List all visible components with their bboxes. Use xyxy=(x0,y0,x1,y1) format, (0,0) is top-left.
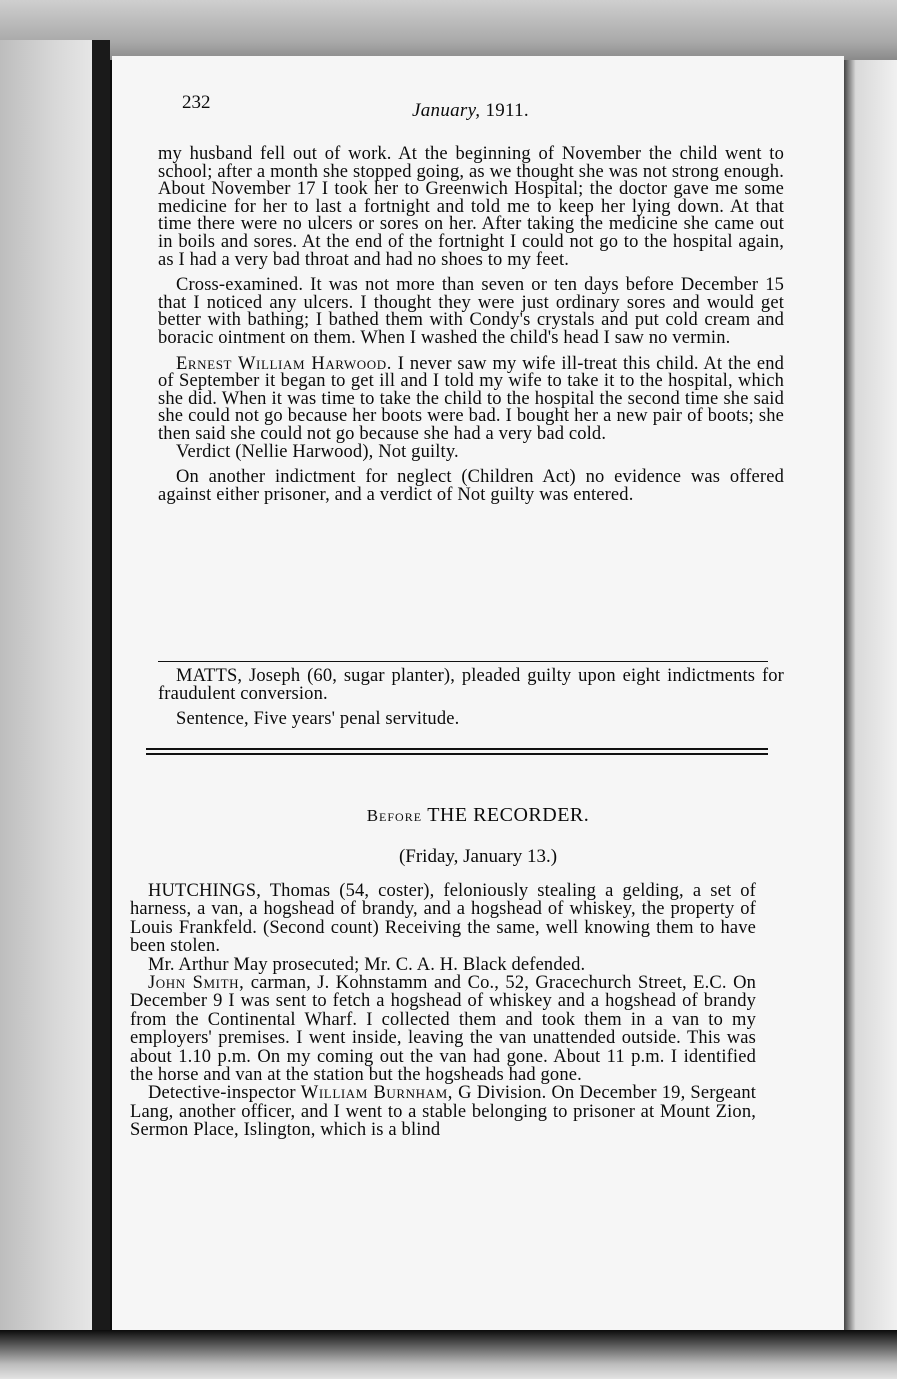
section-title: THE RECORDER. xyxy=(427,804,590,826)
verdict: Verdict (Nellie Harwood), Not guilty. xyxy=(176,441,459,462)
scan-top-border xyxy=(0,0,897,60)
scan-bottom-border xyxy=(0,1330,897,1379)
paragraph: my husband fell out of work. At the beginning of November the child went to school; after a month she stopped going, as we thought she was not strong enough. About November 17 I took her to Greenwich Hospital; the doctor gave me some medicine for her to last a fortnight and told me to keep her lying down. At that time there were no ulcers or sores on her. After taking the medicine she came out in boils and sores. At the end of the fortnight I could not go to the hospital again, as I had a very bad throat and had no shoes to my feet. xyxy=(158,144,784,270)
paragraph xyxy=(158,353,784,444)
paragraph: HUTCHINGS, Thomas (54, coster), feloniously stealing a gelding, a set of harness, a van, a hogshead of brandy, and a hogshead of whiskey, the property of Louis Frankfeld. (Second count) Receiving the same, well knowing them to have been stolen. xyxy=(130,881,756,957)
section-divider xyxy=(146,748,768,755)
page-number: 232 xyxy=(182,92,211,113)
page-header xyxy=(182,92,782,120)
case-hutchings-text xyxy=(130,882,756,1140)
book-page xyxy=(112,56,844,1330)
witness-name: William Burnham, xyxy=(300,1083,454,1104)
witness-title: Detective-inspector xyxy=(148,1083,296,1104)
counsel: Mr. Arthur May prosecuted; Mr. C. A. H. Black defended. xyxy=(148,954,586,975)
sentence: Sentence, Five years' penal servitude. xyxy=(176,709,460,730)
running-head xyxy=(412,100,529,122)
paragraph-text: I never saw my wife ill-treat this child. At the end of September it began to get ill and I told my wife to take it to the hospital, which she did. When it was time to take the child to the hospital the second time she said she could not go because her boots were bad. I bought her a new pair of boots; she then said she could not go because she had a very bad cold. xyxy=(158,353,784,444)
page-left-edge xyxy=(92,40,110,1340)
paragraph-text: G Division. On December 19, Sergeant Lang, another officer, and I went to a stable belonging to prisoner at Mount Zion, Sermon Place, Islington, which is a blind xyxy=(130,1083,757,1141)
case-harwood-text xyxy=(158,146,784,504)
session-date: (Friday, January 13.) xyxy=(398,846,558,867)
paragraph: Cross-examined. It was not more than seven or ten days before December 15 that I noticed any ulcers. I thought they were just ordinary sores and would get better with bathing; I bathed them with Condy's crystals and put cold cream and boracic ointment on them. When I washed the child's head I saw no vermin. xyxy=(158,275,784,348)
scan-right-margin xyxy=(842,60,897,1330)
case-divider xyxy=(158,661,768,662)
witness-name: Ernest William Harwood. xyxy=(176,353,392,374)
paragraph: MATTS, Joseph (60, sugar planter), pleaded guilty upon eight indictments for fraudulent conversion. xyxy=(158,666,784,704)
case-matts-text xyxy=(158,668,784,729)
section-before: Before xyxy=(366,806,423,825)
paragraph xyxy=(130,974,756,1084)
paragraph: On another indictment for neglect (Children Act) no evidence was offered against either prisoner, and a verdict of Not guilty was entered. xyxy=(158,467,784,505)
scan-left-margin xyxy=(0,40,92,1330)
witness-name: John Smith, xyxy=(148,973,245,994)
section-heading xyxy=(112,804,844,827)
running-head-year: 1911. xyxy=(485,100,529,121)
paragraph xyxy=(130,1084,756,1139)
paragraph-text: carman, J. Kohnstamm and Co., 52, Gracechurch Street, E.C. On December 9 I was sent to fetch a hogshead of whiskey and a hogshead of brandy from the Continental Wharf. I collected them and took them in a van to my employers' premises. I went inside, leaving the van unattended outside. This was about 1.10 p.m. On my coming out the van had gone. About 11 p.m. I identified the horse and van at the station but the hogsheads had gone. xyxy=(130,973,756,1086)
running-head-month: January, xyxy=(412,100,481,121)
